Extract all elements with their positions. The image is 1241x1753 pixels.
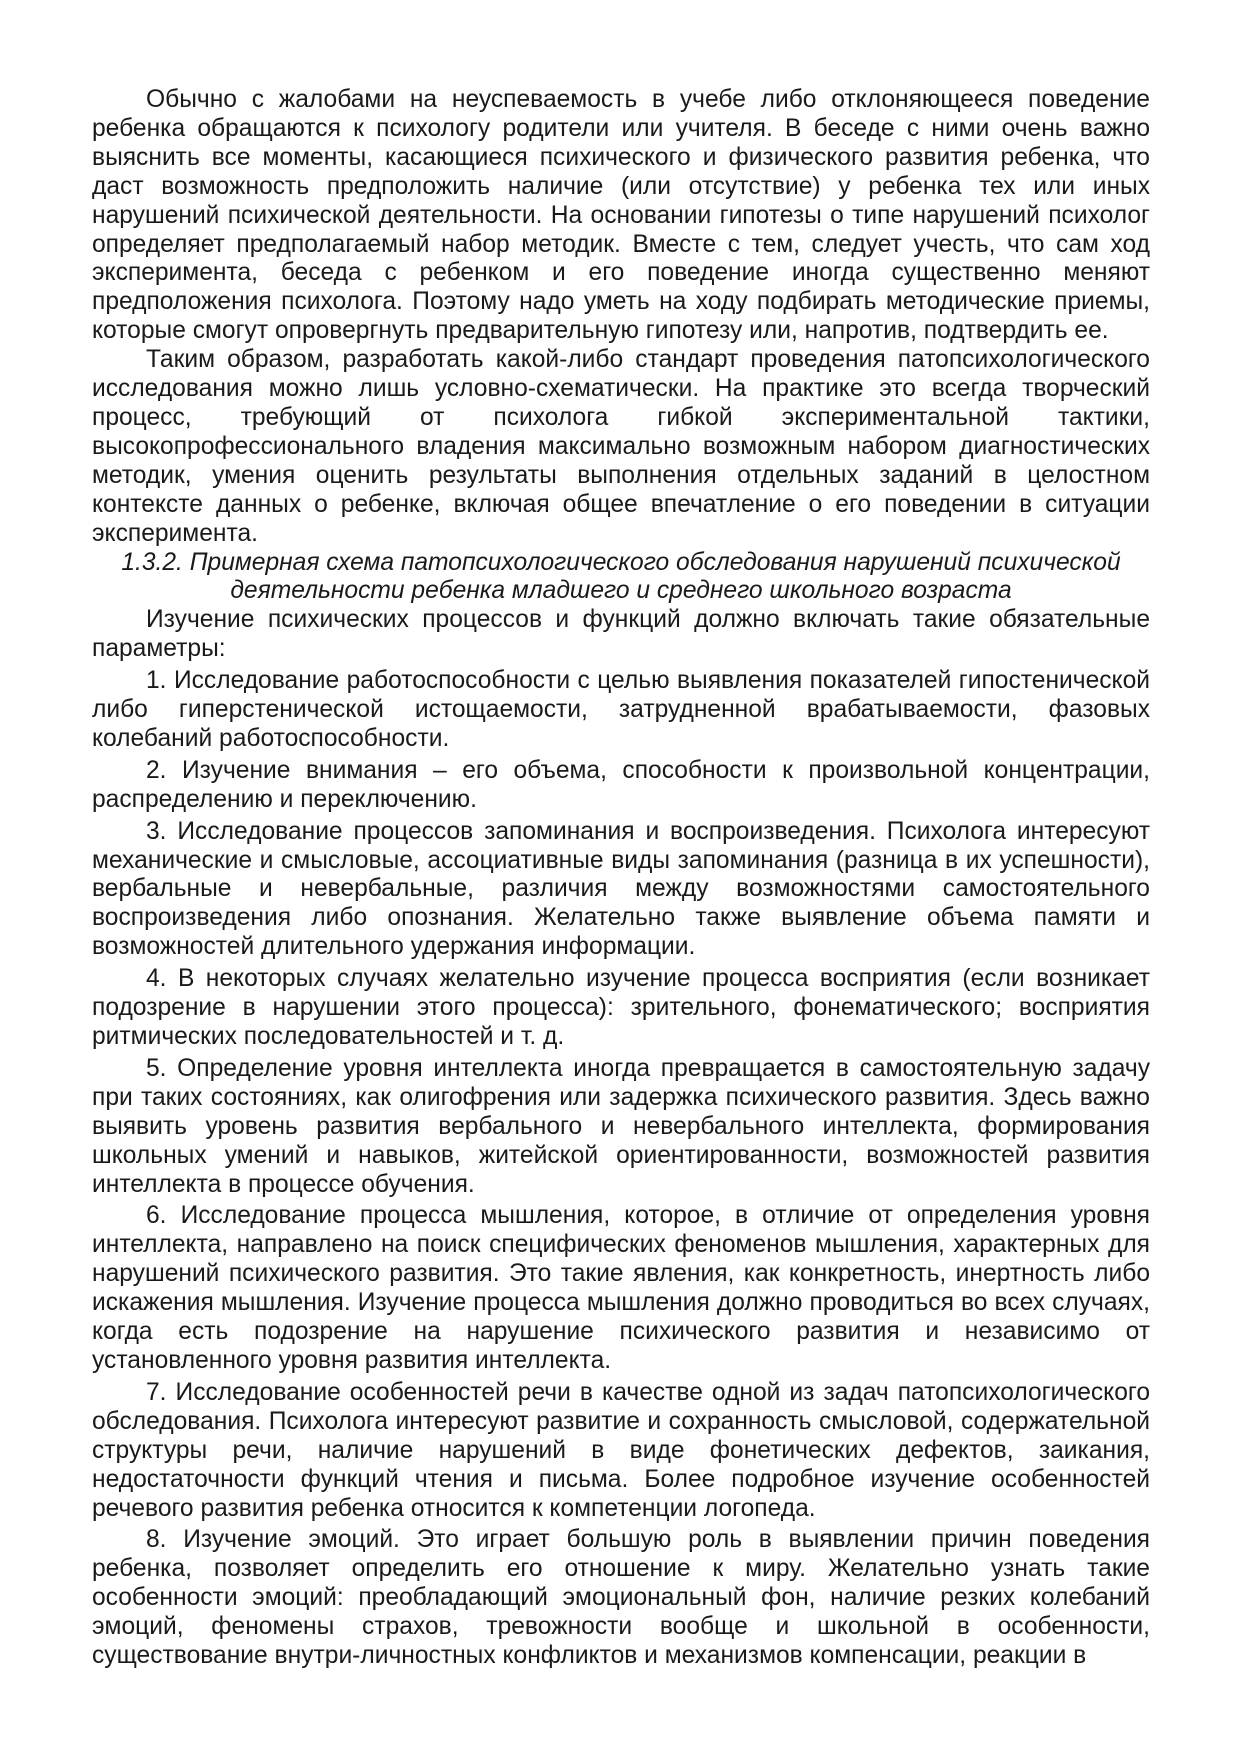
list-item: 2. Изучение внимания – его объема, способности к произвольной концентрации, распределению и переключению.: [92, 756, 1150, 813]
document-page: [92, 86, 1150, 1671]
list-item: 1. Исследование работоспособности с целью выявления показателей гипостенической либо гиперстенической истощаемости, затрудненной врабатываемости, фазовых колебаний работоспособности.: [92, 667, 1150, 752]
section-heading-line: деятельности ребенка младшего и среднего школьного возраста: [230, 577, 1012, 605]
list-item: 4. В некоторых случаях желательно изучение процесса восприятия (если возникает подозрение в нарушении этого процесса): зрительного, фонематического; восприятия ритмических последовательностей и т. д.: [92, 965, 1150, 1050]
section-heading-line: 1.3.2. Примерная схема патопсихологического обследования нарушений психической: [121, 548, 1121, 576]
list-item: 5. Определение уровня интеллекта иногда превращается в самостоятельную задачу при таких состояниях, как олигофрения или задержка психического развития. Здесь важно выявить уровень развития вербального и невербального интеллекта, формирования школьных умений и навыков, житейской ориентированности, возможностей развития интеллекта в процессе обучения.: [92, 1054, 1150, 1198]
paragraph: Обычно с жалобами на неуспеваемость в учебе либо отклоняющееся поведение ребенка обращаются к психологу родители или учителя. В беседе с ними очень важно выяснить все моменты, касающиеся психического и физического развития ребенка, что даст возможность предположить наличие (или отсутствие) у ребенка тех или иных нарушений психической деятельности. На основании гипотезы о типе нарушений психолог определяет предполагаемый набор методик. Вместе с тем, следует учесть, что сам ход эксперимента, беседа с ребенком и его поведение иногда существенно меняют предположения психолога. Поэтому надо уметь на ходу подбирать методические приемы, которые смогут опровергнуть предварительную гипотезу или, напротив, подтвердить ее.: [92, 86, 1150, 345]
list-item: 6. Исследование процесса мышления, которое, в отличие от определения уровня интеллекта, направлено на поиск специфических феноменов мышления, характерных для нарушений психического развития. Это такие явления, как конкретность, инертность либо искажения мышления. Изучение процесса мышления должно проводиться во всех случаях, когда есть подозрение на нарушение психического развития и независимо от установленного уровня развития интеллекта.: [92, 1202, 1150, 1374]
list-item: 8. Изучение эмоций. Это играет большую роль в выявлении причин поведения ребенка, позволяет определить его отношение к миру. Желательно узнать такие особенности эмоций: преобладающий эмоциональный фон, наличие резких колебаний эмоций, феномены страхов, тревожности вообще и школьной в особенности, существование внутри-личностных конфликтов и механизмов компенсации, реакции в: [92, 1526, 1150, 1670]
intro-paragraph: Изучение психических процессов и функций должно включать такие обязательные параметры:: [92, 606, 1150, 663]
paragraph: Таким образом, разработать какой-либо стандарт проведения патопсихологического исследования можно лишь условно-схематически. На практике это всегда творческий процесс, требующий от психолога гибкой экспериментальной тактики, высокопрофессионального владения максимально возможным набором диагностических методик, умения оценить результаты выполнения отдельных заданий в целостном контексте данных о ребенке, включая общее впечатление о его поведении в ситуации эксперимента.: [92, 346, 1150, 547]
section-heading: [92, 549, 1150, 607]
list-item: 3. Исследование процессов запоминания и воспроизведения. Психолога интересуют механические и смысловые, ассоциативные виды запоминания (разница в их успешности), вербальные и невербальные, различия между возможностями самостоятельного воспроизведения либо опознания. Желательно также выявление объема памяти и возможностей длительного удержания информации.: [92, 817, 1150, 961]
list-item: 7. Исследование особенностей речи в качестве одной из задач патопсихологического обследования. Психолога интересуют развитие и сохранность смысловой, содержательной структуры речи, наличие нарушений в виде фонетических дефектов, заикания, недостаточности функций чтения и письма. Более подробное изучение особенностей речевого развития ребенка относится к компетенции логопеда.: [92, 1378, 1150, 1522]
